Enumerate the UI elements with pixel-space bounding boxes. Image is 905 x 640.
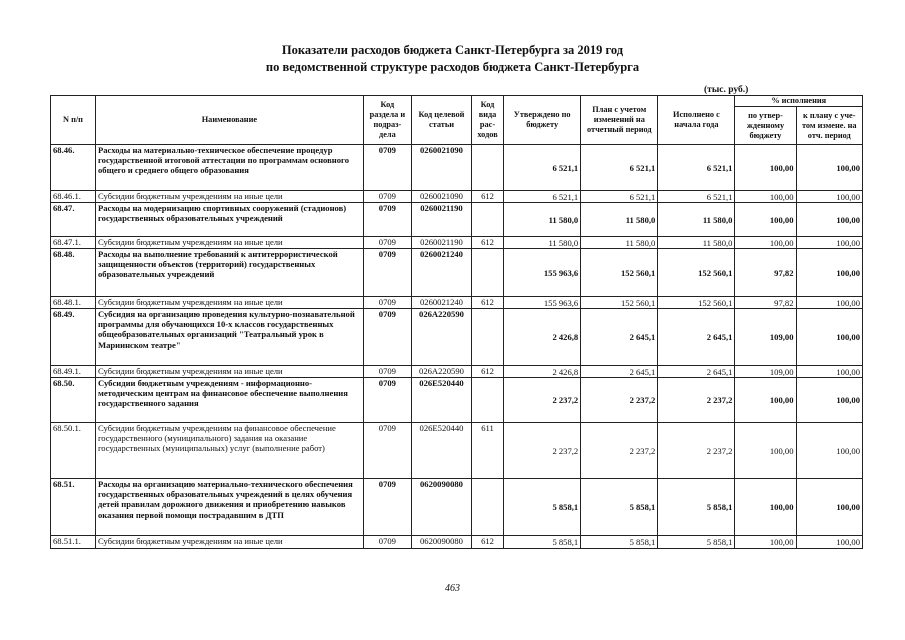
row-executed: 2 237,2 <box>658 423 735 479</box>
row-plan: 5 858,1 <box>581 479 658 536</box>
col-pct-group-header: % исполнения <box>735 96 863 107</box>
row-approved: 6 521,1 <box>504 145 581 191</box>
row-approved: 2 237,2 <box>504 378 581 423</box>
row-pct-plan: 100,00 <box>796 249 862 297</box>
col-name-header: Наименование <box>95 96 363 145</box>
row-executed: 11 580,0 <box>658 237 735 249</box>
row-pct-plan: 100,00 <box>796 145 862 191</box>
row-pct-plan: 100,00 <box>796 536 862 549</box>
table-row <box>51 378 863 423</box>
row-name: Субсидии бюджетным учреждениям на иные цели <box>95 297 363 309</box>
row-target-code: 0620090080 <box>411 479 471 536</box>
table-row <box>51 536 863 549</box>
row-section-code: 0709 <box>363 145 411 191</box>
row-plan: 2 645,1 <box>581 309 658 366</box>
row-number: 68.49.1. <box>51 366 96 378</box>
row-section-code: 0709 <box>363 309 411 366</box>
row-section-code: 0709 <box>363 479 411 536</box>
row-kind-code <box>471 479 503 536</box>
row-target-code: 0260021240 <box>411 297 471 309</box>
row-target-code: 026E520440 <box>411 378 471 423</box>
row-target-code: 026E520440 <box>411 423 471 479</box>
row-approved: 2 426,8 <box>504 309 581 366</box>
col-section-header: Код раздела и подраз-дела <box>363 96 411 145</box>
row-pct-plan: 100,00 <box>796 203 862 237</box>
row-pct-plan: 100,00 <box>796 309 862 366</box>
row-target-code: 0260021240 <box>411 249 471 297</box>
row-target-code: 026A220590 <box>411 366 471 378</box>
col-pct-plan-header: к плану с уче-том измене. на отч. период <box>796 107 862 145</box>
row-plan: 5 858,1 <box>581 536 658 549</box>
row-pct-approved: 100,00 <box>735 145 796 191</box>
row-target-code: 026A220590 <box>411 309 471 366</box>
row-executed: 5 858,1 <box>658 479 735 536</box>
row-pct-approved: 100,00 <box>735 536 796 549</box>
row-approved: 5 858,1 <box>504 536 581 549</box>
budget-table <box>50 95 863 549</box>
col-pct-approved-header: по утвер-жденному бюджету <box>735 107 796 145</box>
row-plan: 2 645,1 <box>581 366 658 378</box>
col-num-header: N п/п <box>51 96 96 145</box>
row-pct-approved: 100,00 <box>735 237 796 249</box>
row-pct-approved: 100,00 <box>735 378 796 423</box>
row-plan: 152 560,1 <box>581 249 658 297</box>
table-row <box>51 366 863 378</box>
row-number: 68.51. <box>51 479 96 536</box>
row-pct-approved: 100,00 <box>735 191 796 203</box>
row-pct-plan: 100,00 <box>796 378 862 423</box>
table-row <box>51 479 863 536</box>
table-row <box>51 237 863 249</box>
col-plan-header: План с учетом изменений на отчетный период <box>581 96 658 145</box>
row-executed: 2 237,2 <box>658 378 735 423</box>
table-row <box>51 145 863 191</box>
table-row <box>51 423 863 479</box>
row-name: Расходы на материально-техническое обеспечение процедур государственной итоговой аттестации по программам основного общего и среднего общего образования <box>95 145 363 191</box>
row-name: Субсидии бюджетным учреждениям на финансовое обеспечение государственного (муниципального) задания на оказание государственных (муниципальных) услуг (выполнение работ) <box>95 423 363 479</box>
row-kind-code <box>471 249 503 297</box>
col-target-header: Код целевой статьи <box>411 96 471 145</box>
row-target-code: 0260021090 <box>411 145 471 191</box>
row-plan: 6 521,1 <box>581 145 658 191</box>
row-section-code: 0709 <box>363 423 411 479</box>
report-title-line2: по ведомственной структуре расходов бюджета Санкт-Петербурга <box>265 60 640 74</box>
row-kind-code: 612 <box>471 366 503 378</box>
row-approved: 6 521,1 <box>504 191 581 203</box>
row-number: 68.50.1. <box>51 423 96 479</box>
row-section-code: 0709 <box>363 536 411 549</box>
row-kind-code <box>471 378 503 423</box>
row-plan: 152 560,1 <box>581 297 658 309</box>
row-section-code: 0709 <box>363 366 411 378</box>
row-kind-code <box>471 203 503 237</box>
col-kind-header: Код вида рас-ходов <box>471 96 503 145</box>
row-kind-code: 612 <box>471 297 503 309</box>
row-kind-code: 611 <box>471 423 503 479</box>
row-executed: 152 560,1 <box>658 249 735 297</box>
row-name: Субсидии бюджетным учреждениям на иные цели <box>95 237 363 249</box>
col-approved-header: Утверждено по бюджету <box>504 96 581 145</box>
row-kind-code: 612 <box>471 191 503 203</box>
row-number: 68.47. <box>51 203 96 237</box>
row-pct-approved: 100,00 <box>735 479 796 536</box>
row-plan: 6 521,1 <box>581 191 658 203</box>
row-name: Субсидии бюджетным учреждениям на иные цели <box>95 191 363 203</box>
row-executed: 2 645,1 <box>658 309 735 366</box>
row-name: Субсидии бюджетным учреждениям на иные цели <box>95 536 363 549</box>
row-name: Расходы на организацию материально-технического обеспечения государственных образовательных учреждений в целях обучения детей правилам дорожного движения и приобретению навыков оказания первой помощи пострадавшим в ДТП <box>95 479 363 536</box>
row-number: 68.46.1. <box>51 191 96 203</box>
row-pct-approved: 100,00 <box>735 203 796 237</box>
row-number: 68.47.1. <box>51 237 96 249</box>
row-section-code: 0709 <box>363 237 411 249</box>
row-kind-code: 612 <box>471 536 503 549</box>
row-name: Расходы на модернизацию спортивных сооружений (стадионов) государственных образовательных учреждений <box>95 203 363 237</box>
page-number: 463 <box>445 583 460 594</box>
row-target-code: 0260021090 <box>411 191 471 203</box>
row-name: Расходы на выполнение требований к антитеррористической защищенности объектов (территорий) государственных образовательных учреждений <box>95 249 363 297</box>
row-section-code: 0709 <box>363 203 411 237</box>
row-section-code: 0709 <box>363 191 411 203</box>
row-name: Субсидии бюджетным учреждениям - информационно-методическим центрам на финансовое обеспечение выполнения государственного задания <box>95 378 363 423</box>
row-pct-plan: 100,00 <box>796 297 862 309</box>
row-name: Субсидии бюджетным учреждениям на иные цели <box>95 366 363 378</box>
row-executed: 6 521,1 <box>658 191 735 203</box>
row-executed: 6 521,1 <box>658 145 735 191</box>
row-number: 68.51.1. <box>51 536 96 549</box>
row-pct-plan: 100,00 <box>796 191 862 203</box>
table-row <box>51 309 863 366</box>
row-section-code: 0709 <box>363 378 411 423</box>
row-approved: 2 426,8 <box>504 366 581 378</box>
row-target-code: 0260021190 <box>411 237 471 249</box>
row-plan: 2 237,2 <box>581 378 658 423</box>
table-row <box>51 297 863 309</box>
row-number: 68.48. <box>51 249 96 297</box>
report-title-line1: Показатели расходов бюджета Санкт-Петербурга за 2019 год <box>281 43 624 57</box>
row-approved: 5 858,1 <box>504 479 581 536</box>
row-plan: 11 580,0 <box>581 203 658 237</box>
row-target-code: 0260021190 <box>411 203 471 237</box>
row-pct-plan: 100,00 <box>796 237 862 249</box>
row-name: Субсидия на организацию проведения культурно-познавательной программы для обучающихся 10-х классов государственных общеобразовательных организаций "Театральный урок в Мариинском театре" <box>95 309 363 366</box>
row-plan: 2 237,2 <box>581 423 658 479</box>
row-pct-approved: 100,00 <box>735 423 796 479</box>
row-number: 68.46. <box>51 145 96 191</box>
row-section-code: 0709 <box>363 249 411 297</box>
row-executed: 11 580,0 <box>658 203 735 237</box>
table-row <box>51 203 863 237</box>
row-pct-plan: 100,00 <box>796 479 862 536</box>
table-row <box>51 191 863 203</box>
row-number: 68.50. <box>51 378 96 423</box>
row-kind-code <box>471 309 503 366</box>
row-executed: 5 858,1 <box>658 536 735 549</box>
row-approved: 155 963,6 <box>504 249 581 297</box>
row-pct-plan: 100,00 <box>796 366 862 378</box>
row-kind-code <box>471 145 503 191</box>
row-number: 68.48.1. <box>51 297 96 309</box>
row-approved: 11 580,0 <box>504 203 581 237</box>
row-kind-code: 612 <box>471 237 503 249</box>
row-pct-plan: 100,00 <box>796 423 862 479</box>
row-target-code: 0620090080 <box>411 536 471 549</box>
row-approved: 2 237,2 <box>504 423 581 479</box>
row-pct-approved: 109,00 <box>735 366 796 378</box>
row-executed: 2 645,1 <box>658 366 735 378</box>
row-pct-approved: 97,82 <box>735 249 796 297</box>
row-pct-approved: 109,00 <box>735 309 796 366</box>
row-number: 68.49. <box>51 309 96 366</box>
row-approved: 11 580,0 <box>504 237 581 249</box>
row-approved: 155 963,6 <box>504 297 581 309</box>
row-section-code: 0709 <box>363 297 411 309</box>
row-plan: 11 580,0 <box>581 237 658 249</box>
col-executed-header: Исполнено с начала года <box>658 96 735 145</box>
row-pct-approved: 97,82 <box>735 297 796 309</box>
table-row <box>51 249 863 297</box>
row-executed: 152 560,1 <box>658 297 735 309</box>
units-label: (тыс. руб.) <box>704 85 749 95</box>
